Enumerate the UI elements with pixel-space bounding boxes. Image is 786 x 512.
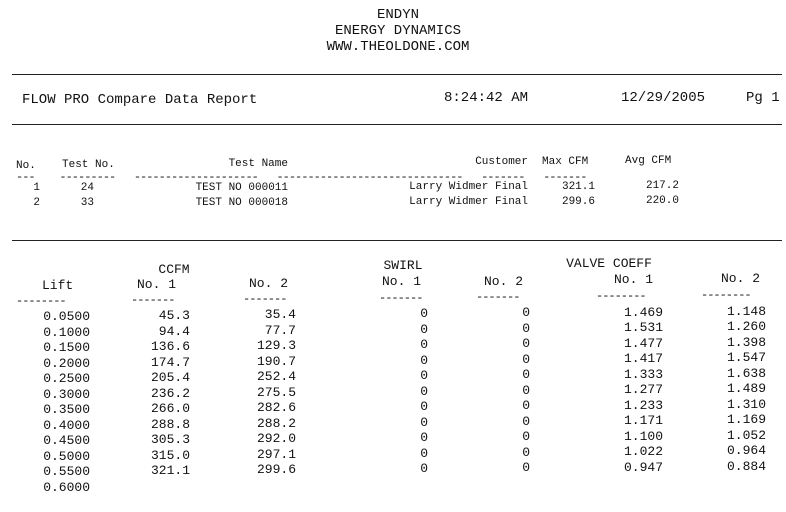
- cell-swirl-1: 0: [420, 368, 428, 384]
- data-table-row: [0, 427, 786, 448]
- cell-swirl-1: 0: [420, 399, 428, 415]
- col-header-ccfm-1: No. 1: [137, 277, 177, 292]
- data-table-row: [0, 443, 786, 464]
- cell-vc-2: 1.398: [726, 334, 766, 350]
- cell-swirl-1: 0: [420, 352, 428, 368]
- cell-vc-2: 1.489: [726, 381, 766, 397]
- tests-cell-customer: Larry Widmer Final: [409, 196, 528, 208]
- group-header-swirl: SWIRL: [383, 258, 423, 273]
- cell-lift: 0.4500: [43, 433, 90, 448]
- cell-swirl-2: 0: [522, 305, 530, 321]
- tests-cell-no: 2: [33, 197, 40, 209]
- col-header-ccfm-2: No. 2: [249, 276, 289, 291]
- cell-swirl-2: 0: [522, 460, 530, 476]
- cell-ccfm-2: 252.4: [256, 369, 296, 385]
- data-table-row: [0, 365, 786, 386]
- cell-ccfm-1: 315.0: [150, 447, 190, 463]
- data-table-row: [0, 381, 786, 402]
- cell-ccfm-1: 45.3: [158, 308, 190, 324]
- report-time: 8:24:42 AM: [444, 90, 529, 106]
- tests-header-avg-cfm: Avg CFM: [625, 155, 672, 167]
- divider-top: [12, 74, 782, 75]
- cell-vc-1: 1.333: [623, 366, 663, 382]
- cell-vc-1: 1.277: [623, 382, 663, 397]
- tests-cell-test-name: TEST NO 000011: [195, 182, 288, 194]
- cell-swirl-1: 0: [420, 306, 428, 322]
- cell-lift: 0.5500: [43, 464, 90, 479]
- cell-lift: 0.2500: [43, 371, 90, 386]
- tests-cell-test-name: TEST NO 000018: [195, 197, 288, 209]
- cell-vc-2: 1.052: [726, 427, 766, 443]
- data-table-row: [0, 303, 786, 324]
- company-division: ENERGY DYNAMICS: [334, 23, 462, 39]
- col-rule-ccfm-2: -------: [243, 292, 287, 306]
- cell-ccfm-2: 282.6: [256, 400, 296, 416]
- report-page: Pg 1: [746, 90, 780, 106]
- cell-vc-2: 1.310: [726, 396, 766, 412]
- tests-header-customer: Customer: [475, 156, 528, 168]
- cell-swirl-2: 0: [522, 351, 530, 367]
- cell-ccfm-2: 35.4: [264, 307, 296, 323]
- cell-ccfm-1: 305.3: [150, 432, 190, 448]
- cell-ccfm-1: 236.2: [150, 385, 190, 401]
- cell-ccfm-2: 190.7: [256, 353, 296, 369]
- cell-vc-2: 1.169: [726, 412, 766, 428]
- col-header-vc-2: No. 2: [721, 271, 761, 286]
- cell-vc-2: 1.148: [726, 303, 766, 319]
- tests-cell-max-cfm: 299.6: [561, 196, 595, 208]
- company-name: ENDYN: [376, 7, 420, 23]
- cell-vc-1: 1.477: [623, 335, 663, 351]
- cell-ccfm-2: 77.7: [264, 322, 296, 338]
- cell-lift: 0.2000: [43, 355, 90, 371]
- col-rule-swirl-2: -------: [476, 290, 520, 304]
- cell-vc-2: 0.884: [726, 458, 766, 474]
- col-header-vc-1: No. 1: [614, 272, 654, 287]
- tests-cell-no: 1: [33, 182, 40, 194]
- tests-cell-test-no: 33: [80, 197, 94, 209]
- cell-vc-1: 1.100: [623, 428, 663, 444]
- data-table-body: [0, 303, 786, 509]
- cell-lift: 0.4000: [43, 417, 90, 433]
- data-table-row: [0, 396, 786, 417]
- cell-ccfm-2: 288.2: [256, 415, 296, 431]
- col-rule-swirl-1: -------: [379, 291, 423, 305]
- cell-swirl-2: 0: [522, 320, 530, 336]
- cell-swirl-2: 0: [522, 413, 530, 429]
- tests-cell-max-cfm: 321.1: [561, 181, 595, 193]
- cell-ccfm-1: 136.6: [150, 339, 190, 355]
- col-rule-ccfm-1: -------: [131, 293, 175, 307]
- divider-title: [12, 124, 782, 125]
- cell-ccfm-1: 266.0: [150, 401, 190, 417]
- cell-ccfm-2: 299.6: [256, 462, 296, 478]
- cell-lift: 0.3000: [43, 386, 90, 402]
- tests-cell-customer: Larry Widmer Final: [409, 181, 528, 193]
- cell-vc-1: 1.469: [623, 304, 663, 320]
- group-header-valve-coeff: VALVE COEFF: [566, 256, 652, 271]
- data-table-row: [0, 319, 786, 340]
- tests-header-max-cfm: Max CFM: [542, 156, 589, 168]
- col-rule-lift: --------: [16, 294, 66, 308]
- data-table-row: [0, 334, 786, 355]
- tests-rule: --- --------- -------------------- ------------------------------ ------- -------: [16, 170, 587, 184]
- cell-swirl-2: 0: [522, 444, 530, 460]
- cell-swirl-1: 0: [420, 430, 428, 446]
- cell-swirl-2: 0: [522, 336, 530, 352]
- cell-ccfm-1: 321.1: [150, 463, 190, 479]
- cell-swirl-1: 0: [420, 337, 428, 353]
- cell-vc-1: 1.171: [623, 413, 663, 428]
- cell-swirl-1: 0: [420, 461, 428, 477]
- tests-cell-avg-cfm: 220.0: [645, 195, 679, 207]
- cell-lift: 0.6000: [43, 479, 90, 495]
- cell-swirl-2: 0: [522, 367, 530, 383]
- cell-vc-1: 1.022: [623, 444, 663, 459]
- cell-ccfm-2: 292.0: [256, 431, 296, 447]
- divider-data: [12, 240, 782, 241]
- data-table-row: [0, 412, 786, 433]
- col-header-lift: Lift: [42, 278, 74, 293]
- tests-header-test-no: Test No.: [62, 159, 115, 171]
- cell-vc-1: 1.531: [623, 320, 663, 335]
- cell-ccfm-2: 297.1: [256, 446, 296, 462]
- cell-swirl-2: 0: [522, 398, 530, 414]
- col-rule-vc-1: --------: [596, 289, 646, 303]
- cell-ccfm-2: 129.3: [256, 338, 296, 354]
- cell-lift: 0.1500: [43, 340, 90, 355]
- cell-vc-2: 1.547: [726, 350, 766, 366]
- col-header-swirl-1: No. 1: [382, 274, 422, 289]
- data-table-row: [0, 458, 786, 479]
- cell-swirl-2: 0: [522, 429, 530, 445]
- report-title: FLOW PRO Compare Data Report: [22, 92, 258, 108]
- cell-swirl-1: 0: [420, 321, 428, 337]
- cell-lift: 0.5000: [43, 448, 90, 464]
- tests-header-test-name: Test Name: [228, 158, 288, 170]
- cell-lift: 0.1000: [43, 324, 90, 340]
- cell-ccfm-1: 205.4: [150, 370, 190, 386]
- cell-vc-2: 1.260: [726, 319, 766, 335]
- cell-vc-1: 1.233: [623, 397, 663, 413]
- col-header-swirl-2: No. 2: [484, 274, 524, 289]
- report-date: 12/29/2005: [621, 90, 706, 106]
- cell-vc-2: 0.964: [726, 443, 766, 459]
- cell-swirl-1: 0: [420, 383, 428, 399]
- cell-swirl-2: 0: [522, 382, 530, 398]
- cell-ccfm-1: 288.8: [150, 416, 190, 432]
- col-rule-vc-2: --------: [701, 288, 751, 302]
- tests-header-no: No.: [16, 160, 36, 172]
- cell-vc-1: 0.947: [623, 459, 663, 475]
- data-table-row: [0, 350, 786, 371]
- tests-cell-avg-cfm: 217.2: [645, 180, 679, 192]
- cell-lift: 0.0500: [43, 309, 90, 324]
- cell-swirl-1: 0: [420, 445, 428, 461]
- cell-vc-1: 1.417: [623, 351, 663, 366]
- cell-ccfm-1: 174.7: [150, 354, 190, 370]
- cell-vc-2: 1.638: [726, 365, 766, 381]
- cell-ccfm-1: 94.4: [158, 323, 190, 339]
- tests-cell-test-no: 24: [80, 182, 94, 194]
- cell-swirl-1: 0: [420, 414, 428, 430]
- data-table-row: [0, 480, 786, 495]
- cell-ccfm-2: 275.5: [256, 384, 296, 400]
- company-website: WWW.THEOLDONE.COM: [326, 39, 470, 55]
- cell-lift: 0.3500: [43, 402, 90, 417]
- group-header-ccfm: CCFM: [158, 262, 190, 277]
